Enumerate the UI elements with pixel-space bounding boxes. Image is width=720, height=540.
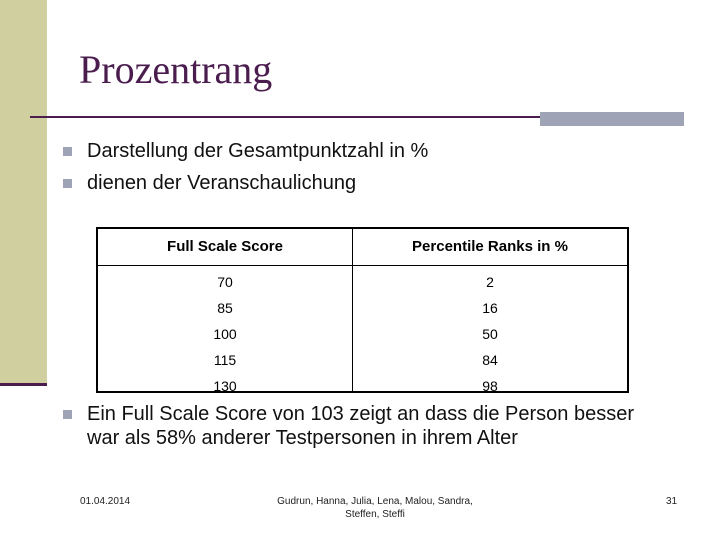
bullet-text: Darstellung der Gesamtpunktzahl in %: [87, 140, 429, 162]
score-table: [96, 227, 629, 393]
table-cell: 98: [482, 378, 498, 394]
footer-date: 01.04.2014: [80, 496, 131, 507]
slide-title: Prozentrang: [79, 47, 273, 92]
table-cell: 16: [482, 300, 498, 316]
table-header-percentile-ranks: Percentile Ranks in %: [412, 238, 568, 255]
bullet-square-icon: [63, 147, 72, 156]
footer-page-number: 31: [666, 496, 678, 507]
bullet-item: [63, 139, 428, 163]
bullet-item: [63, 402, 657, 450]
table-header-full-scale-score: Full Scale Score: [98, 229, 353, 265]
table-cell: 2: [486, 274, 494, 290]
bullet-item: [63, 171, 356, 195]
bullet-square-icon: [63, 179, 72, 188]
table-cell: 50: [482, 326, 498, 342]
footer-authors: Gudrun, Hanna, Julia, Lena, Malou, Sandra, Steffen, Steffi: [277, 496, 473, 520]
bullet-text: Ein Full Scale Score von 103 zeigt an dass die Person besser war als 58% anderer Testpersonen in ihrem Alter: [87, 403, 634, 449]
table-cell: 85: [217, 300, 233, 316]
sidebar-decoration: [0, 0, 47, 383]
table-cell: 84: [482, 352, 498, 368]
table-cell: 70: [217, 274, 233, 290]
table-header-row: [98, 229, 627, 266]
title-divider-accent: [540, 112, 684, 126]
table-cell: 115: [213, 352, 237, 368]
title-divider-line: [30, 116, 540, 118]
table-cell: 130: [213, 378, 237, 394]
bullet-square-icon: [63, 410, 72, 419]
bullet-text: dienen der Veranschaulichung: [87, 172, 357, 194]
table-cell: 100: [213, 326, 237, 342]
table-body: [98, 265, 627, 394]
full-scale-score-column: [98, 265, 353, 394]
sidebar-accent-line: [0, 383, 47, 386]
percentile-ranks-column: [353, 265, 627, 394]
